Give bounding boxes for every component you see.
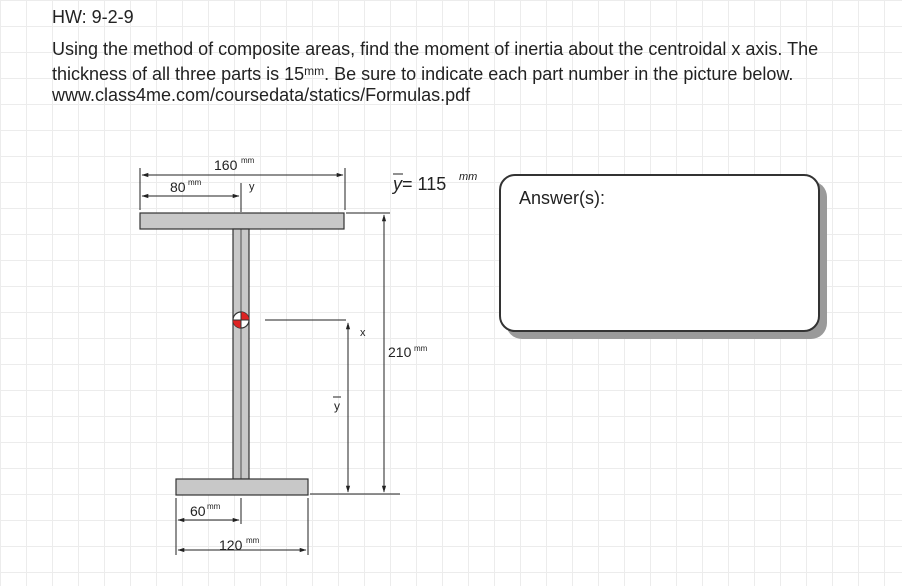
problem-text-1: Using the method of composite areas, find the moment of inertia about the centroidal x axis. The thickness of all three parts is 15: [52, 39, 819, 84]
dim-80-value: 80: [170, 179, 186, 195]
ybar-result-unit: mm: [459, 171, 478, 183]
dim-160-unit: mm: [241, 156, 255, 165]
top-flange: [140, 213, 344, 229]
dim-120-value: 120: [219, 537, 243, 553]
dim-210-value: 210: [388, 344, 412, 360]
problem-unit: mm: [304, 63, 325, 78]
answer-box[interactable]: [499, 174, 820, 332]
bottom-flange: [176, 479, 308, 495]
hw-number: HW: 9-2-9: [52, 7, 134, 27]
dim-60-unit: mm: [207, 502, 221, 511]
ybar-label: y: [334, 399, 340, 413]
ybar-result-value: = 115: [402, 174, 447, 194]
dim-120-unit: mm: [246, 536, 260, 545]
answer-label: Answer(s):: [519, 188, 606, 208]
x-axis-label: x: [360, 327, 366, 339]
ybar-result-prefix: y: [393, 174, 402, 194]
dim-60-value: 60: [190, 503, 206, 519]
dim-80-unit: mm: [188, 178, 202, 187]
centroid-icon: [233, 312, 249, 328]
problem-text-2: . Be sure to indicate each part number in the picture below. www.class4me.com/coursedata/statics/Formulas.pdf: [52, 63, 794, 105]
ybar-result: [391, 171, 477, 194]
y-axis-label: y: [249, 181, 255, 193]
dim-160-value: 160: [214, 157, 238, 173]
dim-210-unit: mm: [414, 344, 428, 353]
